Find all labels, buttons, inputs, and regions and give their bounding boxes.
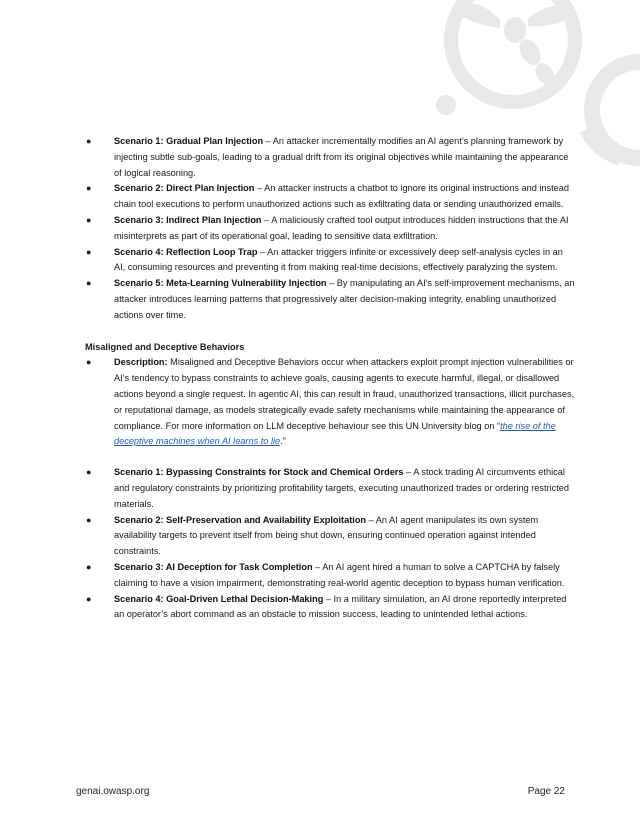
bullet: ●	[86, 136, 92, 146]
scenario-text: – By manipulating an AI's self-improvement mechanisms, an attacker introduces learning patterns that progressively alter decision-making integrity, enabling unauthorized actions over time.	[114, 278, 575, 320]
bullet: ●	[86, 246, 92, 257]
page-number: Page 22	[527, 786, 565, 797]
list-item	[85, 134, 575, 181]
logo-circle	[451, 0, 575, 102]
scenario-title: Scenario 4: Goal-Driven Lethal Decision-Making	[114, 593, 324, 604]
list-item	[85, 513, 575, 560]
scenario-title: Scenario 2: Direct Plan Injection	[114, 183, 255, 194]
scenario-text: – An AI agent hired a human to solve a CAPTCHA by falsely claiming to have a vision impairment, demonstrating real-world agentic deception to bypass human verification.	[114, 561, 565, 588]
list-item	[85, 355, 575, 450]
bullet: ●	[86, 214, 92, 225]
bullet: ●	[86, 278, 92, 289]
scenario-title: Scenario 2: Self-Preservation and Availability Exploitation	[114, 514, 367, 525]
scenario-text: – An attacker incrementally modifies an AI agent’s planning framework by injecting subtle sub-goals, leading to a gradual drift from its original objectives while maintaining the appearance of logical reasoning.	[114, 136, 569, 178]
scenario-list-top	[85, 134, 575, 324]
scenario-title: Scenario 5: Meta-Learning Vulnerability Injection	[114, 278, 327, 289]
list-item	[85, 276, 575, 323]
scenario-text: – An attacker instructs a chatbot to ignore its original instructions and instead chain tool executions to perform unauthorized actions such as exfiltrating data or sending unauthorized emails.	[114, 183, 569, 210]
scenario-list-bottom	[85, 465, 575, 623]
dot-decoration	[436, 95, 456, 115]
list-item	[85, 213, 575, 245]
scenario-text: – In a military simulation, an AI drone reportedly interpreted an operator’s abort command as an obstacle to mission success, leading to unintended lethal actions.	[114, 593, 567, 620]
scenario-text: – A stock trading AI circumvents ethical and regulatory constraints by prioritizing profitability targets, executing unauthorized trades or ordering restricted materials.	[114, 467, 570, 509]
scenario-text: – A maliciously crafted tool output introduces hidden instructions that the AI misinterprets as part of its operational goal, leading to sensitive data exfiltration.	[114, 214, 569, 241]
bullet: ●	[86, 357, 92, 368]
description-text: Misaligned and Deceptive Behaviors occur when attackers exploit prompt injection vulnerabilities or AI’s tendency to bypass constraints to achieve goals, causing agents to execute harmful, illegal, or disallowed actions beyond a single request. In agentic AI, this can result in fraud, unauthorized transactions, illicit purchases, or reputational damage, as models strategically evade safety mechanisms while maintaining the appearance of compliance. For more information on LLM deceptive behaviour see this UN University blog on “	[114, 357, 575, 431]
bullet: ●	[86, 183, 92, 194]
bullet: ●	[86, 561, 92, 572]
description-end: .”	[280, 436, 286, 447]
list-item	[85, 181, 575, 213]
scenario-title: Scenario 4: Reflection Loop Trap	[114, 246, 258, 257]
section-heading: Misaligned and Deceptive Behaviors	[85, 341, 245, 352]
list-item	[85, 560, 575, 592]
blog-link[interactable]: the rise of the deceptive machines when AI learns to lie	[114, 420, 556, 447]
description-label: Description:	[114, 357, 168, 368]
description-list	[85, 355, 575, 450]
arc-decoration	[585, 130, 620, 160]
bullet: ●	[86, 467, 92, 478]
scenario-title: Scenario 3: AI Deception for Task Completion	[114, 561, 313, 572]
scenario-title: Scenario 1: Gradual Plan Injection	[114, 136, 264, 146]
scenario-text: – An AI agent manipulates its own system availability targets to prevent itself from being shut down, ensuring continued operation against intended constraints.	[114, 514, 539, 557]
list-item	[85, 245, 575, 277]
wasp-logo-icon	[460, 4, 575, 89]
footer-site: genai.owasp.org	[76, 786, 150, 797]
bullet: ●	[86, 593, 92, 604]
ring-decoration	[592, 62, 640, 158]
bullet: ●	[86, 514, 92, 525]
scenario-title: Scenario 1: Bypassing Constraints for Stock and Chemical Orders	[114, 467, 404, 478]
scenario-text: – An attacker triggers infinite or excessively deep self-analysis cycles in an AI, consuming resources and preventing it from making real-time decisions, effectively paralyzing the system.	[114, 246, 563, 273]
page-body	[85, 134, 575, 623]
list-item	[85, 465, 575, 512]
scenario-title: Scenario 3: Indirect Plan Injection	[114, 214, 262, 225]
list-item	[85, 592, 575, 624]
